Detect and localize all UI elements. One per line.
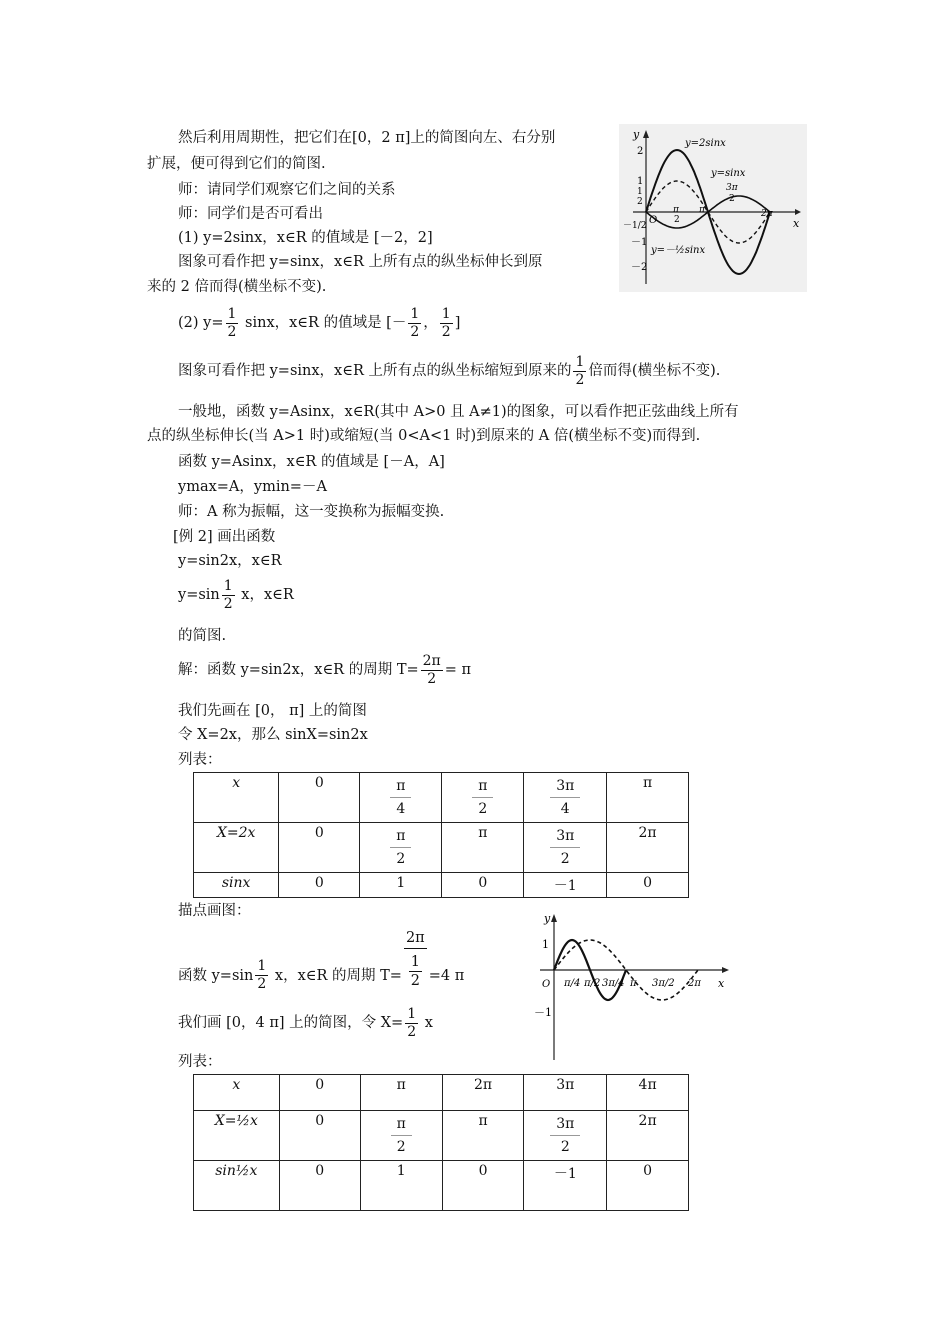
frac-num: 3π: [550, 775, 580, 798]
frac-den: 2: [478, 801, 488, 817]
tick-x-3pi-2-num: 3π: [726, 183, 738, 193]
text-shrink: 图象可看作把 y=sinx，x∈R 上所有点的纵坐标缩短到原来的: [178, 363, 572, 379]
fraction-compound: [404, 928, 427, 990]
table-cell: 0: [607, 873, 689, 898]
text-bracket: ]: [454, 315, 461, 331]
tick-x-2pi: 2π: [688, 978, 701, 989]
table-row: [194, 1075, 689, 1111]
fraction-half: [573, 354, 586, 389]
para-line-24: [178, 928, 464, 990]
table-cell: 0: [279, 773, 360, 823]
para-line-25: [178, 1004, 433, 1042]
fraction-half: [255, 958, 268, 993]
frac-den: 2: [396, 1139, 406, 1155]
para-line-8: [178, 304, 460, 342]
table-cell: 0: [279, 1075, 360, 1111]
frac-den: 2: [560, 1139, 570, 1155]
frac-num: 1: [441, 305, 451, 322]
table-cell: π: [442, 823, 524, 873]
graph-sin2x: [522, 910, 737, 1066]
text-period: 解：函数 y=sin2x，x∈R 的周期 T=: [178, 662, 419, 678]
frac-den: 2: [560, 851, 570, 867]
frac-den: 4: [396, 801, 406, 817]
frac-num: 1: [223, 577, 233, 594]
origin-label: O: [649, 215, 658, 226]
frac-num: 3π: [550, 825, 580, 848]
table-sin2x: [193, 772, 689, 898]
y-axis-arrow-icon: [551, 914, 557, 922]
frac-den: 2: [223, 595, 233, 612]
cell-fraction: [550, 825, 580, 870]
table-cell: [442, 773, 524, 823]
tick-x-pi-2-num: π: [673, 205, 679, 215]
text-eq-4pi: =4 π: [428, 967, 465, 984]
table-row: [194, 773, 689, 823]
fraction-2pi-2: [421, 653, 443, 688]
table-cell: 1: [360, 1161, 442, 1211]
table-row: [194, 823, 689, 873]
frac-den: 2: [427, 670, 437, 687]
fraction-half: [440, 306, 453, 341]
frac-den: 4: [560, 801, 570, 817]
table-cell: 2π: [607, 823, 689, 873]
axis-label-x: x: [718, 977, 725, 990]
frac-num: π: [472, 775, 493, 798]
para-line-20: 我们先画在 [0， π] 上的简图: [178, 703, 367, 719]
row-header-cell: x: [194, 1075, 280, 1111]
table-cell: 2π: [607, 1111, 689, 1161]
cell-fraction: [550, 1113, 580, 1158]
frac-num: 1: [410, 954, 420, 970]
para-line-18: 的简图.: [178, 628, 227, 644]
table-cell: 3π: [524, 1075, 607, 1111]
table-cell: [360, 1111, 442, 1161]
text-comma: ，: [423, 315, 438, 331]
cell-fraction: [550, 775, 580, 820]
para-line-4: 师：同学们是否可看出: [178, 206, 323, 222]
frac-num: π: [391, 1113, 412, 1136]
table-sin-half-x: [193, 1074, 689, 1211]
table-row: [194, 1111, 689, 1161]
text-range: sinx，x∈R 的值域是 [－: [240, 315, 407, 331]
frac-den: 2: [227, 323, 237, 340]
frac-num: 1: [257, 958, 267, 974]
tick-x-pi: π: [699, 205, 705, 215]
para-line-2: 扩展，便可得到它们的简图.: [147, 156, 326, 172]
para-line-9: [178, 352, 720, 390]
frac-den: 2: [410, 973, 420, 989]
tick-x-pi: π: [630, 978, 637, 989]
row-header-cell: x: [194, 773, 279, 823]
x-axis-arrow-icon: [722, 967, 729, 973]
frac-num: π: [390, 825, 411, 848]
para-line-10: 一般地，函数 y=Asinx，x∈R(其中 A>0 且 A≠1)的图象，可以看作把正弦曲线上所有: [178, 404, 739, 420]
table-cell: [524, 773, 607, 823]
frac-num: 1: [407, 1005, 417, 1022]
table-cell: π: [360, 1075, 442, 1111]
para-line-19: [178, 651, 471, 689]
frac-num: π: [390, 775, 411, 798]
para-line-26: 列表：: [178, 1054, 222, 1070]
table-cell: －1: [524, 873, 607, 898]
frac-num: 1: [410, 305, 420, 322]
tick-y-neg-1: －1: [534, 1006, 552, 1019]
axis-label-y: y: [633, 128, 640, 141]
table-cell: 0: [279, 1111, 360, 1161]
cell-fraction: [390, 775, 411, 820]
para-line-5: (1) y=2sinx，x∈R 的值域是 [－2，2]: [178, 230, 433, 246]
origin-label: O: [542, 979, 551, 990]
para-line-23: 描点画图：: [178, 903, 251, 919]
table-cell: 0: [442, 873, 524, 898]
tick-x-pi-4: π/4: [564, 978, 581, 989]
table-row: [194, 1161, 689, 1211]
tick-y-half-den: 2: [637, 197, 643, 207]
para-line-12: 函数 y=Asinx，x∈R 的值域是 [－A，A]: [178, 454, 445, 470]
frac-den: 2: [410, 323, 420, 340]
para-line-11: 点的纵坐标伸长(当 A>1 时)或缩短(当 0<A<1 时)到原来的 A 倍(横坐标不变)而得到.: [147, 428, 701, 444]
tick-y-neg-2: －2: [631, 262, 648, 273]
frac-den: 2: [257, 976, 267, 992]
table-cell: 0: [279, 873, 360, 898]
legend-2sinx: y=2sinx: [685, 138, 726, 149]
row-header-cell: X=2x: [194, 823, 279, 873]
para-line-1: 然后利用周期性，把它们在[0，2 π]上的简图向左、右分别: [178, 130, 556, 146]
table-cell: 0: [279, 1161, 360, 1211]
tick-x-3pi-2-den: 2: [729, 194, 735, 204]
axis-label-x: x: [793, 217, 800, 230]
tick-y-half-num: 1: [637, 187, 643, 197]
frac-den-fraction: [409, 949, 422, 990]
table-cell: 0: [279, 823, 360, 873]
tick-x-pi-2: π/2: [584, 978, 601, 989]
tick-y-neg-half: －1/2: [623, 221, 647, 231]
fraction-half: [226, 306, 239, 341]
frac-num: 1: [227, 305, 237, 322]
para-line-7: 来的 2 倍而得(横坐标不变).: [147, 279, 327, 295]
row-header-cell: sin½x: [194, 1161, 280, 1211]
fraction-half: [222, 578, 235, 613]
para-line-3: 师：请同学们观察它们之间的关系: [178, 182, 396, 198]
frac-num: 2π: [404, 928, 427, 949]
legend-sinx: y=sinx: [711, 168, 746, 179]
row-header-cell: X=½x: [194, 1111, 280, 1161]
cell-fraction: [391, 1113, 412, 1158]
table-cell: 0: [442, 1161, 524, 1211]
text-ysin: y=sin: [178, 587, 220, 603]
table-cell: 4π: [607, 1075, 689, 1111]
graph-amplitude: [619, 124, 807, 292]
para-line-22: 列表：: [178, 752, 222, 768]
frac-num: 1: [575, 353, 585, 370]
row-header-cell: sinx: [194, 873, 279, 898]
para-line-13: ymax=A，ymin=－A: [178, 479, 327, 495]
cell-fraction: [390, 825, 411, 870]
text-y-eq: (2) y=: [178, 315, 224, 331]
frac-den: 2: [441, 323, 451, 340]
tick-x-2pi: 2π: [761, 209, 773, 219]
tick-x-3pi-4: 3π/4: [602, 978, 625, 989]
axis-label-y: y: [544, 912, 551, 925]
table-row: [194, 873, 689, 898]
para-line-17: [178, 576, 294, 614]
table-cell: 1: [360, 873, 442, 898]
text-eq-pi: = π: [444, 662, 472, 678]
para-line-16: y=sin2x，x∈R: [178, 553, 282, 569]
fraction-half: [405, 1006, 418, 1041]
text-period2: 函数 y=sin: [178, 967, 254, 984]
tick-y-1: 1: [637, 176, 644, 187]
frac-den: 2: [575, 371, 585, 388]
table-cell: π: [607, 773, 689, 823]
para-line-14: 师：A 称为振幅，这一变换称为振幅变换.: [178, 504, 445, 520]
table-cell: [524, 823, 607, 873]
frac-num: 3π: [550, 1113, 580, 1136]
text-x: x: [420, 1015, 433, 1031]
para-line-21: 令 X=2x，那么 sinX=sin2x: [178, 727, 368, 743]
table-cell: [360, 773, 442, 823]
fraction-half: [408, 306, 421, 341]
text-x-in-r: x，x∈R: [236, 587, 294, 603]
table-cell: 0: [607, 1161, 689, 1211]
tick-x-pi-2-den: 2: [674, 215, 680, 225]
cell-fraction: [472, 775, 493, 820]
tick-y-neg-1: －1: [631, 237, 648, 248]
table-cell: －1: [524, 1161, 607, 1211]
text-period2-mid: x，x∈R 的周期 T=: [270, 967, 402, 984]
table-cell: [524, 1111, 607, 1161]
frac-num: 2π: [422, 652, 441, 669]
tick-y-2: 2: [637, 146, 644, 157]
frac-den: 2: [396, 851, 406, 867]
table-cell: π: [442, 1111, 524, 1161]
legend-neg-half-sinx: y=－½sinx: [651, 245, 706, 256]
text-shrink-end: 倍而得(横坐标不变).: [588, 363, 721, 379]
frac-den: 2: [407, 1023, 417, 1040]
tick-y-1: 1: [542, 938, 549, 951]
table-cell: [360, 823, 442, 873]
tick-x-3pi-2: 3π/2: [652, 978, 675, 989]
table-cell: 2π: [442, 1075, 524, 1111]
text-draw: 我们画 [0，4 π] 上的简图，令 X=: [178, 1015, 404, 1031]
para-line-15: [例 2] 画出函数: [173, 529, 276, 545]
para-line-6: 图象可看作把 y=sinx，x∈R 上所有点的纵坐标伸长到原: [178, 254, 543, 270]
